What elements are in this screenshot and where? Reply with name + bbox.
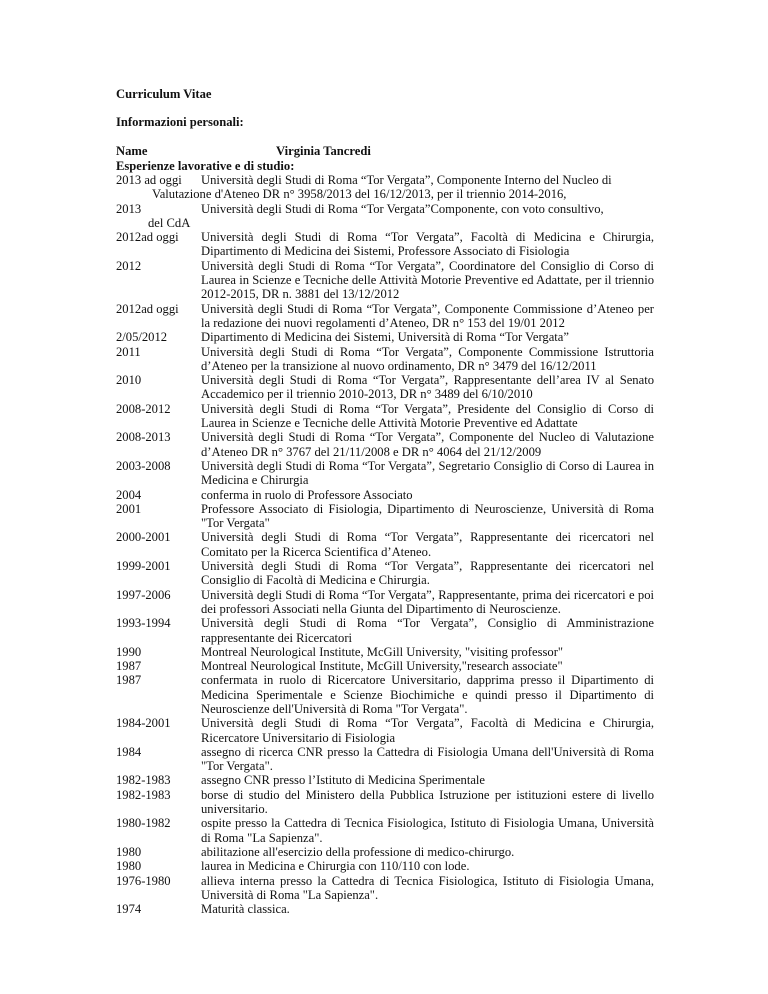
- experience-entry: [116, 302, 654, 331]
- entry-text: Università degli Studi di Roma “Tor Vergata”, Rappresentante, prima dei ricercatori e poi dei professori Associati nella Giunta del Dipartimento di Neuroscienze.: [201, 587, 654, 616]
- entry-year: 2004: [116, 487, 142, 502]
- entry-text: conferma in ruolo di Professore Associato: [201, 487, 413, 502]
- experience-entry: [116, 330, 654, 344]
- entry-year: 2012ad oggi: [116, 301, 179, 316]
- name-value: Virginia Tancredi: [276, 144, 371, 158]
- entry-text: Università degli Studi di Roma “Tor Vergata”Componente, con voto consultivo,: [201, 201, 604, 216]
- experience-entry: [116, 616, 654, 645]
- experience-entry: [116, 502, 654, 531]
- entry-text: Università degli Studi di Roma “Tor Vergata”, Rappresentante dei ricercatori nel Comitato per la Ricerca Scientifica d’Ateneo.: [201, 530, 654, 559]
- experience-entry: [116, 716, 654, 745]
- experience-entry: [116, 588, 654, 617]
- entry-year: 1980: [116, 844, 142, 859]
- entry-year: 1974: [116, 902, 142, 917]
- experience-entry: [116, 659, 654, 673]
- entry-text: Università degli Studi di Roma “Tor Vergata”, Componente Commissione Istruttoria d’Ateneo per la transizione al nuovo ordinamento, DR n° 3479 del 16/12/2011: [201, 344, 654, 373]
- experience-entry: [116, 459, 654, 488]
- experience-entry: [116, 202, 654, 231]
- entry-text: confermata in ruolo di Ricercatore Universitario, dapprima presso il Dipartimento di Medicina Sperimentale e Scienze Biochimiche e quindi presso il Dipartimento di Neuroscienze dell'Università di Roma "Tor Vergata".: [201, 673, 654, 716]
- experience-entry: [116, 559, 654, 588]
- entry-year: 1980: [116, 859, 142, 874]
- entry-text: Professore Associato di Fisiologia, Dipartimento di Neuroscienze, Università di Roma "Tor Vergata": [201, 501, 654, 531]
- experience-entry: [116, 673, 654, 716]
- entry-text: Dipartimento di Medicina dei Sistemi, Università di Roma “Tor Vergata”: [201, 330, 569, 345]
- experience-entry: [116, 745, 654, 774]
- entry-year: 1980-1982: [116, 816, 171, 831]
- name-label: Name: [116, 144, 148, 158]
- entry-text-continued: del CdA: [148, 215, 191, 230]
- entry-text: Università degli Studi di Roma “Tor Vergata”, Rappresentante dell’area IV al Senato Accademico per il triennio 2010-2013, DR n° 3489 del 6/10/2010: [201, 373, 654, 402]
- experience-entry: [116, 773, 654, 787]
- entry-text: Università degli Studi di Roma “Tor Vergata”, Segretario Consiglio di Corso di Laurea in Medicina e Chirurgia: [201, 458, 654, 488]
- entry-text: Università degli Studi di Roma “Tor Vergata”, Facoltà di Medicina e Chirurgia, Dipartimento di Medicina dei Sistemi, Professore Associato di Fisiologia: [201, 230, 654, 259]
- entry-year: 2003-2008: [116, 458, 171, 473]
- entry-year: 1984: [116, 744, 142, 759]
- experience-entry: [116, 402, 654, 431]
- experience-entry: [116, 845, 654, 859]
- entry-text: allieva interna presso la Cattedra di Tecnica Fisiologica, Istituto di Fisiologia Umana, Università di Roma "La Sapienza".: [201, 873, 654, 902]
- entry-text: Università degli Studi di Roma “Tor Vergata”, Componente del Nucleo di Valutazione d’Ateneo DR n° 3767 del 21/11/2008 e DR n° 4064 del 21/12/2009: [201, 430, 654, 459]
- entry-text: Università degli Studi di Roma “Tor Vergata”, Componente Commissione d’Ateneo per la redazione dei nuovi regolamenti d’Ateneo, DR n° 153 del 19/01 2012: [201, 301, 654, 330]
- document-title: Curriculum Vitae: [116, 87, 212, 101]
- experience-entry: [116, 874, 654, 903]
- entry-year: 1997-2006: [116, 587, 171, 602]
- experience-list: [116, 173, 654, 916]
- entry-year: 1987: [116, 659, 142, 674]
- experience-entry: [116, 345, 654, 374]
- entry-year: 1982-1983: [116, 773, 171, 788]
- experience-entry: [116, 645, 654, 659]
- entry-text: laurea in Medicina e Chirurgia con 110/110 con lode.: [201, 859, 470, 874]
- entry-year: 1990: [116, 644, 142, 659]
- entry-text: Montreal Neurological Institute, McGill University,"research associate": [201, 659, 563, 674]
- entry-year: 2012ad oggi: [116, 230, 179, 245]
- entry-text: Maturità classica.: [201, 902, 290, 917]
- entry-text: assegno CNR presso l’Istituto di Medicina Sperimentale: [201, 773, 486, 788]
- entry-year: 2013 ad oggi: [116, 173, 182, 187]
- entry-text: Università degli Studi di Roma “Tor Vergata”, Presidente del Consiglio di Corso di Laurea in Scienze e Tecniche delle Attività Motorie Preventive ed Adattate: [201, 401, 654, 431]
- entry-text-continued: Valutazione d'Ateneo DR n° 3958/2013 del 16/12/2013, per il triennio 2014-2016,: [152, 187, 567, 202]
- entry-text: Università degli Studi di Roma “Tor Vergata”, Componente Interno del Nucleo di: [201, 173, 612, 187]
- entry-year: 2000-2001: [116, 530, 171, 545]
- experience-heading: Esperienze lavorative e di studio:: [116, 159, 295, 173]
- entry-year: 2008-2013: [116, 430, 171, 445]
- entry-text: abilitazione all'esercizio della professione di medico-chirurgo.: [201, 844, 515, 859]
- entry-year: 1999-2001: [116, 559, 171, 574]
- experience-entry: [116, 530, 654, 559]
- experience-entry: [116, 488, 654, 502]
- entry-text: Università degli Studi di Roma “Tor Vergata”, Rappresentante dei ricercatori nel Consiglio di Facoltà di Medicina e Chirurgia.: [201, 559, 654, 588]
- experience-entry: [116, 230, 654, 259]
- entry-text: Università degli Studi di Roma “Tor Vergata”, Consiglio di Amministrazione rappresentante dei Ricercatori: [201, 616, 654, 645]
- entry-year: 2011: [116, 344, 141, 359]
- experience-entry: [116, 788, 654, 817]
- entry-year: 1987: [116, 673, 142, 688]
- entry-text: ospite presso la Cattedra di Tecnica Fisiologica, Istituto di Fisiologia Umana, Università di Roma "La Sapienza".: [201, 816, 654, 845]
- entry-year: 1982-1983: [116, 787, 171, 802]
- experience-entry: [116, 430, 654, 459]
- entry-year: 1993-1994: [116, 616, 171, 631]
- entry-year: 1976-1980: [116, 873, 171, 888]
- entry-text: Università degli Studi di Roma “Tor Vergata”, Facoltà di Medicina e Chirurgia, Ricercatore Universitario di Fisiologia: [201, 716, 654, 745]
- entry-year: 1984-2001: [116, 716, 171, 731]
- entry-year: 2013: [116, 201, 142, 216]
- personal-info-heading: Informazioni personali:: [116, 115, 244, 129]
- experience-entry: [116, 902, 654, 916]
- entry-year: 2012: [116, 258, 142, 273]
- entry-text: Università degli Studi di Roma “Tor Vergata”, Coordinatore del Consiglio di Corso di Laurea in Scienze e Tecniche delle Attività Motorie Preventive ed Adattate, per il triennio 2012-2015, DR n. 3881 del 13/12/2012: [201, 258, 654, 302]
- entry-year: 2008-2012: [116, 401, 171, 416]
- entry-text: borse di studio del Ministero della Pubblica Istruzione per istituzioni estere di livello universitario.: [201, 787, 654, 817]
- experience-entry: [116, 173, 654, 202]
- entry-text: assegno di ricerca CNR presso la Cattedra di Fisiologia Umana dell'Università di Roma "Tor Vergata".: [201, 744, 654, 774]
- experience-entry: [116, 373, 654, 402]
- entry-year: 2001: [116, 501, 142, 516]
- experience-entry: [116, 859, 654, 873]
- entry-year: 2/05/2012: [116, 330, 168, 345]
- experience-entry: [116, 816, 654, 845]
- entry-text: Montreal Neurological Institute, McGill University, "visiting professor": [201, 644, 564, 659]
- entry-year: 2010: [116, 373, 142, 388]
- experience-entry: [116, 259, 654, 302]
